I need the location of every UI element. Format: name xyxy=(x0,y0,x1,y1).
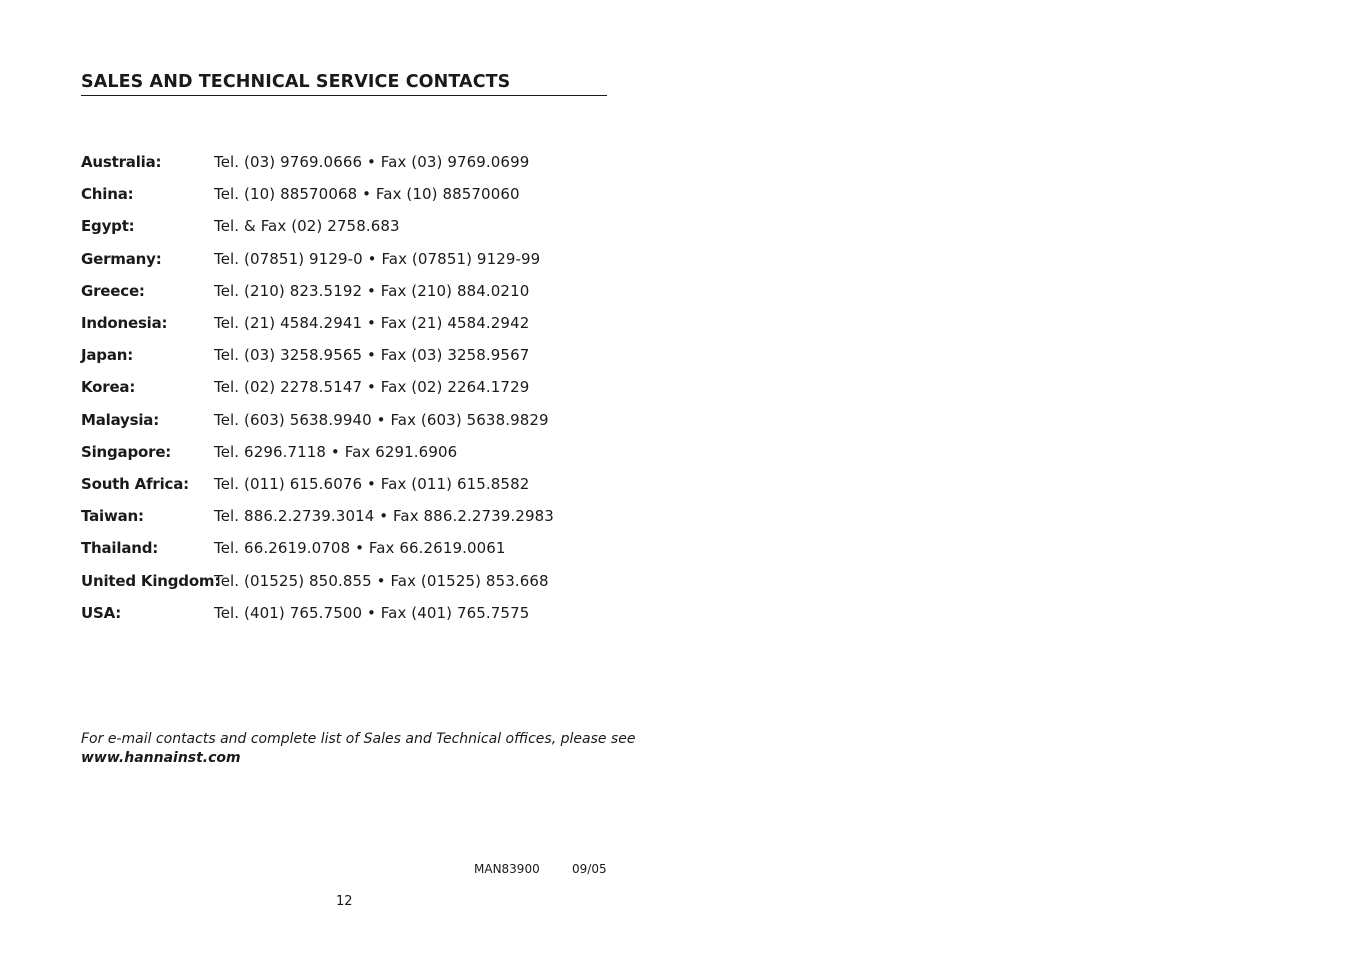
contact-country: China: xyxy=(81,185,134,204)
contact-row xyxy=(81,339,641,371)
contact-country: Japan: xyxy=(81,346,134,365)
contact-phone: Tel. (10) 88570068 • Fax (10) 88570060 xyxy=(214,185,520,204)
contact-phone: Tel. (07851) 9129-0 • Fax (07851) 9129-99 xyxy=(214,249,541,268)
contact-row xyxy=(81,404,641,436)
contact-country: Germany: xyxy=(81,249,162,268)
contact-row xyxy=(81,500,641,532)
contact-row xyxy=(81,307,641,339)
contact-country: Greece: xyxy=(81,281,145,300)
contact-phone: Tel. (011) 615.6076 • Fax (011) 615.8582 xyxy=(214,474,530,493)
manual-date: 09/05 xyxy=(572,862,607,876)
contact-phone: Tel. (210) 823.5192 • Fax (210) 884.0210 xyxy=(214,281,530,300)
email-contacts-note xyxy=(81,730,635,768)
contact-country: Thailand: xyxy=(81,539,159,558)
contact-phone: Tel. & Fax (02) 2758.683 xyxy=(214,217,400,236)
contact-phone: Tel. (21) 4584.2941 • Fax (21) 4584.2942 xyxy=(214,314,530,333)
manual-code: MAN83900 xyxy=(474,862,540,876)
contact-phone: Tel. (03) 3258.9565 • Fax (03) 3258.9567 xyxy=(214,346,530,365)
contact-country: Taiwan: xyxy=(81,507,144,526)
contact-row xyxy=(81,210,641,242)
page-title: SALES AND TECHNICAL SERVICE CONTACTS xyxy=(81,72,607,96)
contact-country: South Africa: xyxy=(81,474,189,493)
contact-phone: Tel. 66.2619.0708 • Fax 66.2619.0061 xyxy=(214,539,506,558)
contact-phone: Tel. (401) 765.7500 • Fax (401) 765.7575 xyxy=(214,603,530,622)
contact-country: United Kingdom: xyxy=(81,571,221,590)
contact-row xyxy=(81,275,641,307)
contact-country: Korea: xyxy=(81,378,136,397)
contacts-list xyxy=(81,146,641,629)
contact-country: Australia: xyxy=(81,153,162,172)
note-text: For e-mail contacts and complete list of Sales and Technical offices, please see xyxy=(81,731,636,747)
contact-row xyxy=(81,436,641,468)
contact-country: USA: xyxy=(81,603,122,622)
contact-country: Malaysia: xyxy=(81,410,160,429)
contact-country: Singapore: xyxy=(81,442,172,461)
contact-row xyxy=(81,243,641,275)
contact-row xyxy=(81,371,641,403)
contact-phone: Tel. 886.2.2739.3014 • Fax 886.2.2739.2983 xyxy=(214,507,554,526)
contact-country: Indonesia: xyxy=(81,314,168,333)
contact-country: Egypt: xyxy=(81,217,135,236)
contact-row xyxy=(81,146,641,178)
contact-row xyxy=(81,178,641,210)
website-link[interactable]: www.hannainst.com xyxy=(81,750,241,766)
contact-phone: Tel. (02) 2278.5147 • Fax (02) 2264.1729 xyxy=(214,378,530,397)
page-number: 12 xyxy=(336,894,353,909)
contact-phone: Tel. (01525) 850.855 • Fax (01525) 853.668 xyxy=(214,571,549,590)
contact-row xyxy=(81,532,641,564)
contact-phone: Tel. (603) 5638.9940 • Fax (603) 5638.9829 xyxy=(214,410,549,429)
contact-row xyxy=(81,564,641,596)
contact-row xyxy=(81,597,641,629)
contact-row xyxy=(81,468,641,500)
contact-phone: Tel. 6296.7118 • Fax 6291.6906 xyxy=(214,442,458,461)
contact-phone: Tel. (03) 9769.0666 • Fax (03) 9769.0699 xyxy=(214,153,530,172)
